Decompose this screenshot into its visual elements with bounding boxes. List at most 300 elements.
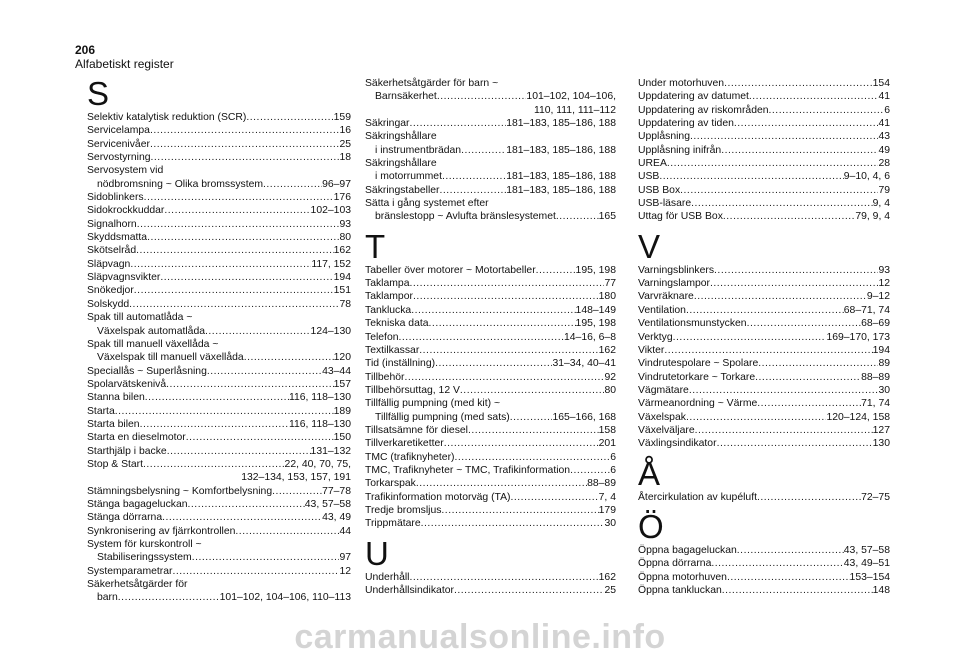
entry-label: bränslestopp ~ Avlufta bränslesystemet (375, 211, 556, 223)
entry-label: Servostyrning (87, 152, 151, 164)
entry-label: Textilkassar (365, 344, 420, 356)
dot-leader (167, 445, 311, 458)
entry-label: Starthjälp i backe (87, 445, 167, 457)
entry-page-ref: 116, 118–130 (288, 418, 351, 430)
entry-label: Uttag för USB Box (638, 211, 723, 223)
index-entry (365, 264, 616, 277)
dot-leader (188, 498, 305, 511)
entry-heading: Säkerhetsåtgärder för (87, 579, 188, 591)
dot-leader (409, 277, 604, 290)
entry-label: Varningsblinkers (638, 264, 715, 276)
dot-leader (510, 411, 553, 424)
entry-page-ref: 131–132 (310, 445, 351, 457)
dot-leader (186, 431, 334, 444)
entry-label: Tid (inställning) (365, 358, 436, 370)
index-entry (365, 277, 616, 290)
entry-label: Tekniska data (365, 318, 429, 330)
index-entry (638, 371, 890, 384)
entry-page-ref: 12 (339, 565, 351, 577)
dot-leader (757, 397, 861, 410)
entry-page-ref: 6 (610, 451, 616, 463)
index-entry (638, 437, 890, 450)
index-entry (87, 231, 351, 244)
dot-leader (150, 124, 339, 137)
section-letter: Å (638, 454, 661, 492)
entry-page-ref: 9–10, 4, 6 (843, 171, 890, 183)
entry-label: Stanna bilen (87, 392, 145, 404)
dot-leader (244, 351, 334, 364)
index-entry (638, 557, 890, 570)
entry-page-ref: 181–183, 185–186, 188 (506, 184, 616, 196)
dot-leader (714, 264, 878, 277)
entry-label: Taklampa (365, 278, 410, 290)
index-entry (638, 571, 890, 584)
page-title: Alfabetiskt register (75, 57, 174, 71)
entry-label: Snökedjor (87, 285, 134, 297)
entry-page-ref: 102–103 (310, 205, 351, 217)
entry-page-ref: 195, 198 (575, 264, 616, 276)
dot-leader (129, 298, 339, 311)
index-entry (87, 525, 351, 538)
dot-leader (570, 464, 610, 477)
dot-leader (151, 151, 340, 164)
section-letter: U (365, 534, 389, 572)
entry-label: Torkarspak (365, 478, 416, 490)
entry-page-ref: 93 (339, 218, 351, 230)
entry-page-ref: 124–130 (310, 325, 351, 337)
dot-leader (455, 451, 611, 464)
entry-label: Spolarvätskenivå (87, 378, 167, 390)
entry-page-ref: 16 (339, 125, 351, 137)
index-entry (365, 464, 616, 477)
dot-leader (724, 77, 873, 90)
index-entry (638, 357, 890, 370)
index-entry (638, 344, 890, 357)
entry-label: Signalhorn (87, 218, 137, 230)
dot-leader (143, 458, 285, 471)
entry-page-ref: 79 (878, 184, 890, 196)
entry-continuation: 132–134, 153, 157, 191 (241, 472, 351, 484)
index-entry (638, 130, 890, 143)
dot-leader (263, 178, 322, 191)
entry-label: Underhållsindikator (365, 585, 454, 596)
entry-page-ref: 127 (872, 424, 890, 436)
dot-leader (440, 184, 507, 197)
dot-leader (404, 371, 604, 384)
entry-label: Trippmätare (365, 518, 421, 530)
entry-page-ref: 79, 9, 4 (855, 211, 890, 223)
entry-page-ref: 72–75 (861, 491, 890, 503)
entry-label: Värmeanordning ~ Värme (638, 398, 758, 410)
entry-page-ref: 159 (333, 112, 351, 123)
entry-page-ref: 162 (598, 344, 616, 356)
entry-page-ref: 92 (604, 371, 616, 383)
dot-leader (690, 130, 878, 143)
index-entry (365, 451, 616, 464)
entry-label: USB (638, 171, 660, 183)
dot-leader (721, 144, 878, 157)
entry-heading: Säkringshållare (365, 158, 437, 170)
entry-label: Servicenivåer (87, 138, 150, 150)
entry-label: Varvräknare (638, 291, 694, 303)
dot-leader (689, 384, 879, 397)
entry-page-ref: 31–34, 40–41 (552, 358, 616, 370)
entry-page-ref: 162 (598, 571, 616, 583)
entry-page-ref: 44 (339, 525, 351, 537)
entry-page-ref: 201 (598, 438, 616, 450)
dot-leader (416, 477, 587, 490)
index-entry (638, 544, 890, 557)
entry-label: Växelspak automatlåda (97, 325, 206, 337)
entry-page-ref: 169–170, 173 (826, 331, 890, 343)
index-entry (638, 90, 890, 103)
entry-label: Växlingsindikator (638, 438, 717, 450)
entry-label: Systemparametrar (87, 565, 173, 577)
index-entry (638, 304, 890, 317)
index-entry (87, 271, 351, 284)
entry-label: Servicelampa (87, 125, 150, 137)
index-entry (365, 344, 616, 357)
index-entry (87, 351, 351, 364)
entry-label: TMC (trafiknyheter) (365, 451, 455, 463)
entry-page-ref: 148–149 (575, 304, 616, 316)
dot-leader (207, 365, 322, 378)
entry-page-ref: 96–97 (322, 178, 351, 190)
dot-leader (711, 557, 843, 570)
entry-label: Solskydd (87, 298, 130, 310)
entry-label: Upplåsning inifrån (638, 144, 722, 156)
entry-page-ref: 12 (878, 278, 890, 290)
section-letter: T (365, 227, 386, 265)
entry-page-ref: 181–183, 185–186, 188 (506, 144, 616, 156)
entry-page-ref: 28 (878, 158, 890, 170)
entry-label: Trafikinformation motorväg (TA) (365, 491, 511, 503)
index-entry (87, 365, 351, 378)
section-letter: Ö (638, 507, 664, 545)
entry-page-ref: 30 (878, 384, 890, 396)
entry-label: Växelspak (638, 411, 686, 423)
entry-page-ref: 117, 152 (311, 258, 351, 270)
dot-leader (680, 184, 878, 197)
entry-heading: Spak till automatlåda ~ (87, 312, 193, 324)
index-entry (638, 77, 890, 90)
entry-page-ref: 195, 198 (575, 318, 616, 330)
entry-label: USB Box (638, 184, 681, 196)
index-entry (365, 170, 616, 183)
dot-leader (749, 90, 879, 103)
dot-leader (137, 218, 340, 231)
entry-page-ref: 6 (884, 104, 890, 116)
dot-leader (757, 491, 861, 504)
entry-page-ref: 9–12 (866, 291, 890, 303)
dot-leader (419, 344, 598, 357)
index-entry (87, 298, 351, 311)
entry-label: Uppdatering av tiden (638, 118, 734, 130)
dot-leader (140, 418, 289, 431)
dot-leader (755, 371, 861, 384)
index-entry (365, 437, 616, 450)
entry-page-ref: 68–69 (861, 318, 890, 330)
entry-label: Tillfällig pumpning (med sats) (375, 411, 510, 423)
dot-leader (659, 170, 843, 183)
dot-leader (411, 304, 575, 317)
index-entry (638, 584, 890, 597)
entry-label: Upplåsning (638, 131, 690, 143)
dot-leader (409, 117, 506, 130)
entry-label: Varningslampor (638, 278, 710, 290)
entry-page-ref: 30 (604, 518, 616, 530)
entry-label: Öppna dörrarna (638, 558, 712, 570)
entry-label: Starta (87, 405, 115, 417)
dot-leader (747, 317, 862, 330)
index-entry (365, 304, 616, 317)
entry-label: Tredje bromsljus (365, 504, 442, 516)
entry-page-ref: 150 (333, 432, 351, 444)
entry-label: i motorrummet (375, 171, 442, 183)
entry-page-ref: 43, 49–51 (843, 558, 890, 570)
entry-page-ref: 41 (878, 91, 890, 103)
index-entry (638, 411, 890, 424)
dot-leader (727, 571, 850, 584)
index-entry (365, 411, 616, 424)
entry-page-ref: 180 (598, 291, 616, 303)
index-entry (638, 397, 890, 410)
dot-leader (429, 317, 576, 330)
entry-page-ref: 88–89 (861, 371, 890, 383)
index-entry (87, 178, 351, 191)
entry-page-ref: 22, 40, 70, 75, (284, 458, 351, 470)
entry-page-ref: 189 (333, 405, 351, 417)
dot-leader (160, 271, 333, 284)
dot-leader (421, 517, 605, 530)
entry-page-ref: 120–124, 158 (826, 411, 890, 423)
entry-page-ref: 9, 4 (872, 198, 890, 210)
index-entry (87, 511, 351, 524)
index-entry (638, 277, 890, 290)
entry-label: Vindrutetorkare ~ Torkare (638, 371, 756, 383)
entry-heading: Spak till manuell växellåda ~ (87, 338, 219, 350)
entry-page-ref: 68–71, 74 (843, 304, 890, 316)
index-entry (638, 384, 890, 397)
index-entry (638, 144, 890, 157)
dot-leader (461, 144, 506, 157)
entry-label: Skyddsmatta (87, 232, 148, 244)
dot-leader (205, 325, 311, 338)
index-entry (365, 491, 616, 504)
dot-leader (442, 170, 506, 183)
entry-label: Ventilation (638, 304, 686, 316)
entry-page-ref: 116, 118–130 (288, 392, 351, 404)
dot-leader (413, 290, 599, 303)
index-entry (365, 517, 616, 530)
entry-label: Öppna tankluckan (638, 584, 722, 596)
dot-leader (737, 544, 844, 557)
index-entry (365, 504, 616, 517)
entry-label: nödbromsning ~ Olika bromssystem (97, 178, 264, 190)
entry-label: Öppna bagageluckan (638, 544, 737, 556)
dot-leader (695, 424, 873, 437)
entry-label: Tillbehör (365, 371, 405, 383)
index-entry (87, 138, 351, 151)
entry-label: Växelväljare (638, 424, 695, 436)
watermark: carmanualsonline.info (294, 618, 666, 656)
entry-label: barn (97, 592, 118, 604)
entry-label: Stabiliseringssystem (97, 552, 192, 564)
entry-page-ref: 7, 4 (598, 491, 616, 503)
entry-label: Underhåll (365, 571, 410, 583)
dot-leader (144, 191, 334, 204)
entry-label: Verktyg (638, 331, 673, 343)
dot-leader (192, 551, 340, 564)
dot-leader (694, 290, 867, 303)
index-entry (87, 218, 351, 231)
entry-page-ref: 176 (333, 192, 351, 204)
entry-label: Släpvagn (87, 258, 131, 270)
dot-leader (454, 584, 604, 597)
index-entry (638, 317, 890, 330)
dot-leader (147, 231, 339, 244)
entry-label: Tanklucka (365, 304, 412, 316)
entry-label: Selektiv katalytisk reduktion (SCR) (87, 112, 247, 123)
dot-leader (769, 104, 885, 117)
entry-page-ref: 181–183, 185–186, 188 (506, 171, 616, 183)
entry-page-ref: 14–16, 6–8 (563, 331, 616, 343)
entry-label: USB-läsare (638, 198, 692, 210)
index-entry (87, 191, 351, 204)
index-entry (638, 210, 890, 223)
dot-leader (246, 111, 333, 124)
entry-page-ref: 77–78 (322, 485, 351, 497)
entry-label: Stänga bagageluckan (87, 498, 188, 510)
entry-page-ref: 101–102, 104–106, 110–113 (219, 592, 351, 604)
entry-heading: System för kurskontroll ~ (87, 539, 202, 550)
entry-label: Växelspak till manuell växellåda (97, 352, 244, 364)
entry-label: Skötselråd (87, 245, 137, 257)
index-entry (365, 210, 616, 223)
dot-leader (437, 90, 527, 103)
dot-leader (235, 525, 339, 538)
dot-leader (441, 504, 598, 517)
index-entry (365, 184, 616, 197)
index-entry (87, 258, 351, 271)
entry-page-ref: 194 (333, 272, 351, 284)
index-entry (365, 384, 616, 397)
index-entry (87, 565, 351, 578)
entry-label: Vindrutespolare ~ Spolare (638, 358, 759, 370)
entry-label: Stänga dörrarna (87, 512, 163, 524)
entry-label: Taklampor (365, 291, 413, 303)
dot-leader (667, 157, 879, 170)
entry-page-ref: 194 (872, 344, 890, 356)
entry-page-ref: 151 (333, 285, 351, 297)
index-entry (638, 197, 890, 210)
entry-continuation: 110, 111, 111–112 (533, 104, 616, 116)
index-entry (638, 424, 890, 437)
dot-leader (468, 424, 599, 437)
entry-label: Telefon (365, 331, 399, 343)
index-entry (638, 117, 890, 130)
entry-label: Stop & Start (87, 458, 144, 470)
index-entry (638, 104, 890, 117)
entry-page-ref: 43 (878, 131, 890, 143)
index-entry (365, 571, 616, 584)
index-entry (87, 124, 351, 137)
dot-leader (166, 378, 334, 391)
entry-page-ref: 43, 57–58 (843, 544, 890, 556)
index-entry (87, 244, 351, 257)
entry-page-ref: 43, 49 (322, 512, 351, 524)
index-entry (87, 405, 351, 418)
entry-page-ref: 165–166, 168 (552, 411, 616, 423)
entry-label: UREA (638, 158, 667, 170)
index-entry (87, 498, 351, 511)
dot-leader (556, 210, 599, 223)
dot-leader (130, 258, 311, 271)
entry-page-ref: 120 (333, 352, 351, 364)
entry-page-ref: 89 (878, 358, 890, 370)
dot-leader (686, 411, 826, 424)
entry-label: Tillverkaretiketter (365, 438, 444, 450)
entry-label: Vikter (638, 344, 665, 356)
entry-label: Öppna motorhuven (638, 571, 727, 583)
entry-page-ref: 25 (339, 138, 351, 150)
entry-label: Tillsatsämne för diesel (365, 424, 468, 436)
page-number: 206 (75, 43, 96, 57)
entry-label: TMC, Trafiknyheter ~ TMC, Trafikinformation (365, 464, 571, 476)
entry-page-ref: 88–89 (587, 478, 616, 490)
index-entry (87, 445, 351, 458)
dot-leader (444, 437, 599, 450)
entry-page-ref: 130 (872, 438, 890, 450)
dot-leader (272, 485, 322, 498)
entry-page-ref: 179 (598, 504, 616, 516)
entry-label: Vägmätare (638, 384, 689, 396)
dot-leader (172, 565, 339, 578)
index-entry (638, 290, 890, 303)
index-entry (87, 284, 351, 297)
entry-label: Starta bilen (87, 418, 140, 430)
index-entry (638, 184, 890, 197)
entry-heading: Säkerhetsåtgärder för barn ~ (365, 78, 499, 89)
index-entry (638, 264, 890, 277)
entry-page-ref: 6 (610, 464, 616, 476)
dot-leader (136, 244, 334, 257)
entry-label: Tillbehörsuttag, 12 V (365, 384, 460, 396)
entry-page-ref: 41 (878, 118, 890, 130)
index-entry (87, 431, 351, 444)
entry-label: Barnsäkerhet (375, 91, 437, 103)
dot-leader (399, 331, 564, 344)
index-entry (365, 584, 616, 597)
section-letter: V (638, 227, 661, 265)
index-entry (87, 391, 351, 404)
entry-label: Säkringar (365, 118, 410, 130)
entry-page-ref: 93 (878, 264, 890, 276)
entry-label: Synkronisering av fjärrkontrollen (87, 525, 236, 537)
dot-leader (511, 491, 599, 504)
index-entry (365, 317, 616, 330)
index-entry (365, 477, 616, 490)
dot-leader (536, 264, 576, 277)
entry-label: Säkringstabeller (365, 184, 440, 196)
dot-leader (673, 331, 827, 344)
entry-label: Tabeller över motorer ~ Motortabeller (365, 264, 536, 276)
index-entry (87, 458, 351, 471)
entry-page-ref: 153–154 (849, 571, 890, 583)
dot-leader (664, 344, 872, 357)
entry-label: Under motorhuven (638, 78, 725, 89)
index-entry (87, 325, 351, 338)
